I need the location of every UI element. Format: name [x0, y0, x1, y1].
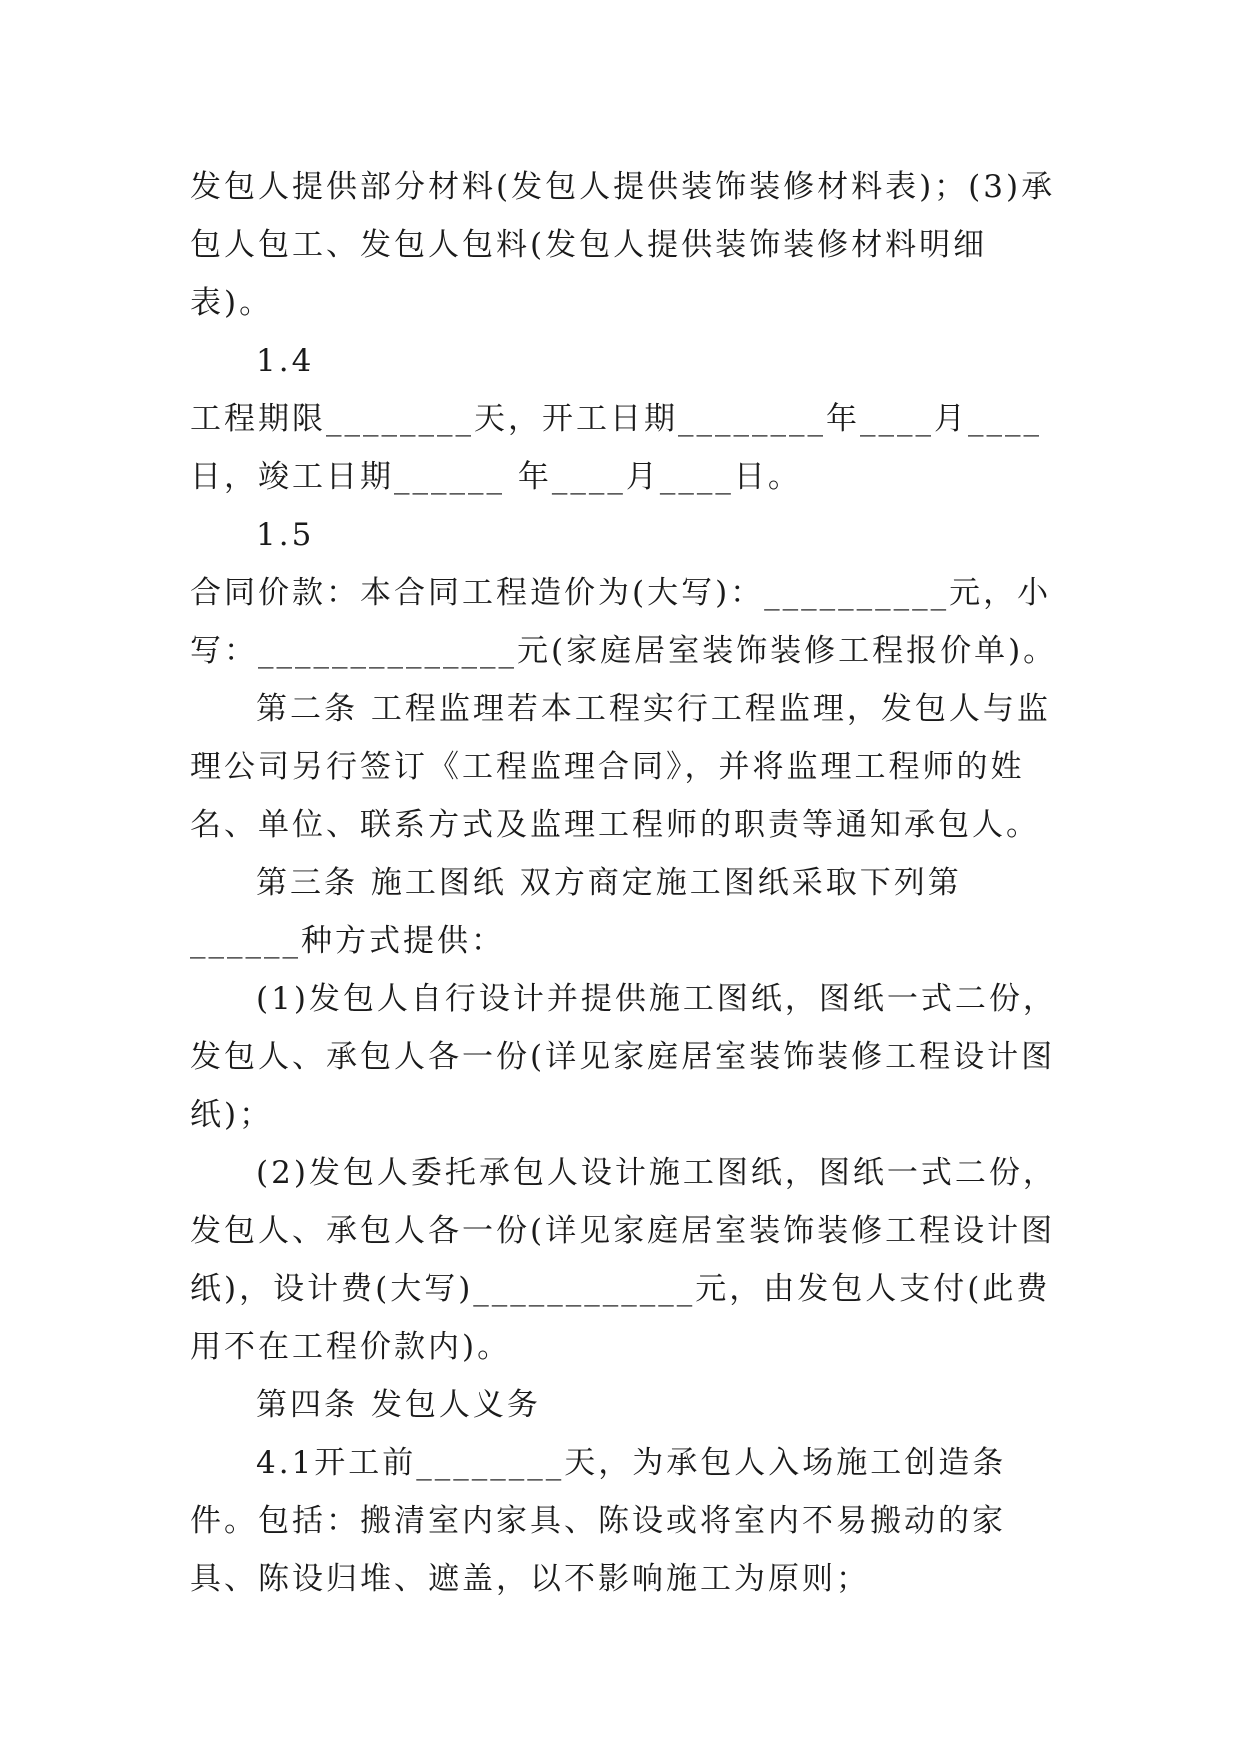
paragraph-materials: 发包人提供部分材料(发包人提供装饰装修材料表)；(3)承包人包工、发包人包料(发包人提供装饰装修材料明细表)。 — [190, 169, 1056, 321]
paragraph-contract-price: 合同价款：本合同工程造价为(大写)：__________元，小写：______________元(家庭居室装饰装修工程报价单)。 — [190, 575, 1058, 669]
article-2-supervision: 第二条 工程监理若本工程实行工程监理，发包人与监理公司另行签订《工程监理合同》，并将监理工程师的姓名、单位、联系方式及监理工程师的职责等通知承包人。 — [190, 691, 1051, 843]
document-body — [190, 158, 1060, 1608]
drawings-option-1: (1)发包人自行设计并提供施工图纸，图纸一式二份，发包人、承包人各一份(详见家庭居室装饰装修工程设计图纸)； — [190, 981, 1057, 1133]
section-number-1-4: 1.4 — [256, 343, 315, 379]
article-4-heading: 第四条 发包人义务 — [256, 1387, 541, 1423]
drawings-option-2: (2)发包人委托承包人设计施工图纸，图纸一式二份，发包人、承包人各一份(详见家庭居室装饰装修工程设计图纸)，设计费(大写)____________元，由发包人支付(此费用不在工程价款内)。 — [190, 1155, 1057, 1365]
paragraph-construction-period: 工程期限________天，开工日期________年____月____日，竣工日期______ 年____月____日。 — [190, 401, 1042, 495]
article-3-drawings: 第三条 施工图纸 双方商定施工图纸采取下列第______种方式提供： — [190, 865, 962, 959]
section-number-1-5: 1.5 — [256, 517, 315, 553]
clause-4-1: 4.1开工前________天，为承包人入场施工创造条件。包括：搬清室内家具、陈设或将室内不易搬动的家具、陈设归堆、遮盖，以不影响施工为原则； — [190, 1445, 1007, 1597]
